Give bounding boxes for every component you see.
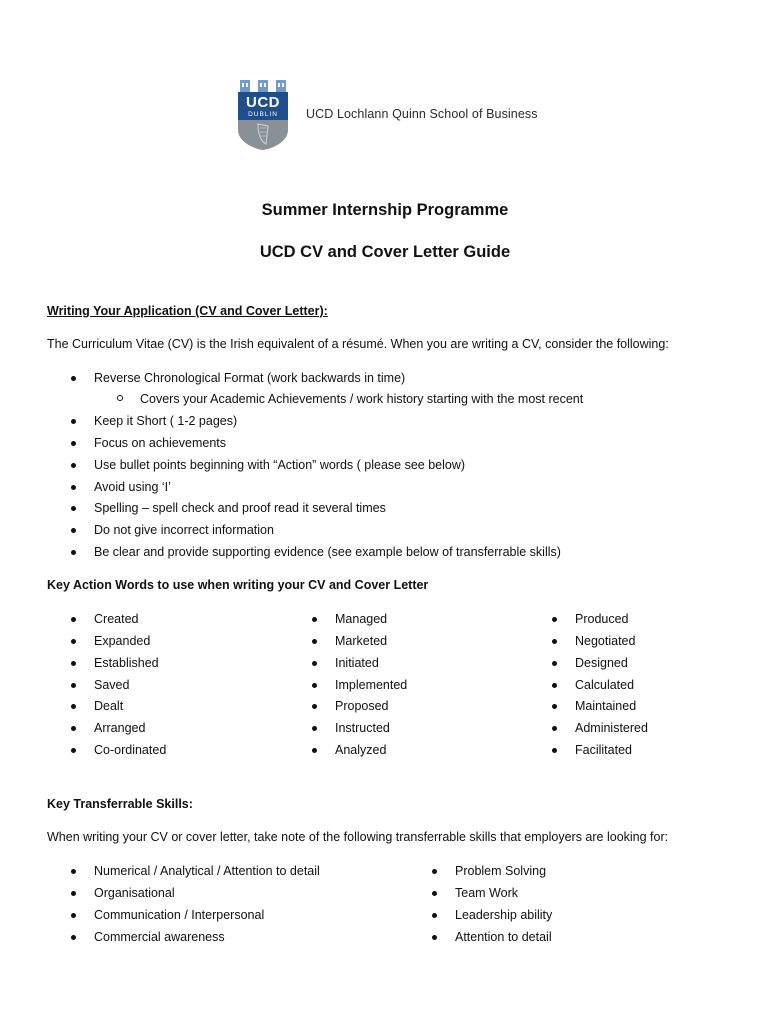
bullet-icon (552, 683, 557, 688)
bullet-icon (312, 617, 317, 622)
bullet-icon (71, 891, 76, 896)
bullet-icon (312, 683, 317, 688)
bullet-icon (312, 726, 317, 731)
bullet-icon (552, 704, 557, 709)
document-page: UCD DUBLIN UCD Lochlann Quinn School of Business Summer Internship Programme UCD CV and Cover Letter Guide Writing Your Application (CV and Cover Letter): The Curriculum Vitae (CV) is the Irish equivalent of a résumé. When you are writing a CV, consider the following: Reverse Chronological Format (work backwards in time) Covers your Academic Achievements / work history starting with the most recent Keep it Short ( 1-2 pages) Focus on achievements Use bullet points beginning with “Action” words ( please see below) Avoid using ‘I’ Spelling – spell check and proof read it several times Do not give incorrect information Be clear and provide supporting evidence (see example below of transferrable skills) Key Action Words to use when writing your CV and Cover Letter Created Expanded Established Saved Dealt Arranged Co-ordinated Managed Marketed Initiated Implemented Proposed Instructed Analyzed Produced Negotiated Designed Calculated Maintained Administered Facilitated Key Transferrable Skills: When writing your CV or cover letter, take note of the following transferrable skills that employers are looking for: Numerical / Analytical / Attention to detail Organisational Communication / Interpersonal Commercial awareness Problem Solving Team Work Leadership ability Attention to detail (0, 0, 770, 1024)
bullet-icon (71, 913, 76, 918)
bullet-icon (71, 869, 76, 874)
skills-intro: When writing your CV or cover letter, take note of the following transferrable skills that employers are looking for: (47, 830, 669, 844)
header-logo-block (236, 78, 556, 150)
bullet-icon (312, 704, 317, 709)
bullet-icon (552, 748, 557, 753)
bullet-icon (552, 617, 557, 622)
bullet-icon (312, 639, 317, 644)
bullet-icon (552, 726, 557, 731)
bullet-icon (432, 913, 437, 918)
logo-ucd-text: UCD (246, 94, 280, 111)
bullet-icon (71, 506, 76, 511)
bullet-icon (71, 704, 76, 709)
bullet-icon (312, 748, 317, 753)
bullet-icon (71, 935, 76, 940)
bullet-icon (552, 661, 557, 666)
bullet-icon (71, 726, 76, 731)
skills-heading: Key Transferrable Skills: (47, 797, 193, 811)
bullet-icon (71, 528, 76, 533)
school-name: UCD Lochlann Quinn School of Business (306, 107, 538, 121)
circle-bullet-icon (117, 395, 123, 401)
page-title: Summer Internship Programme (261, 201, 509, 219)
action-words-heading: Key Action Words to use when writing your CV and Cover Letter (47, 578, 429, 592)
bullet-icon (71, 639, 76, 644)
bullet-icon (71, 617, 76, 622)
bullet-icon (71, 441, 76, 446)
logo-dublin-text: DUBLIN (248, 111, 278, 118)
bullet-icon (432, 891, 437, 896)
bullet-icon (71, 550, 76, 555)
bullet-icon (71, 419, 76, 424)
bullet-icon (71, 683, 76, 688)
application-heading: Writing Your Application (CV and Cover Letter): (47, 304, 328, 318)
bullet-icon (71, 485, 76, 490)
bullet-icon (71, 748, 76, 753)
bullet-icon (71, 463, 76, 468)
bullet-icon (312, 661, 317, 666)
bullet-icon (432, 869, 437, 874)
bullet-icon (432, 935, 437, 940)
bullet-icon (552, 639, 557, 644)
page-subtitle: UCD CV and Cover Letter Guide (259, 243, 511, 261)
application-intro: The Curriculum Vitae (CV) is the Irish equivalent of a résumé. When you are writing a CV, consider the following: (47, 337, 669, 351)
bullet-icon (71, 661, 76, 666)
bullet-icon (71, 376, 76, 381)
